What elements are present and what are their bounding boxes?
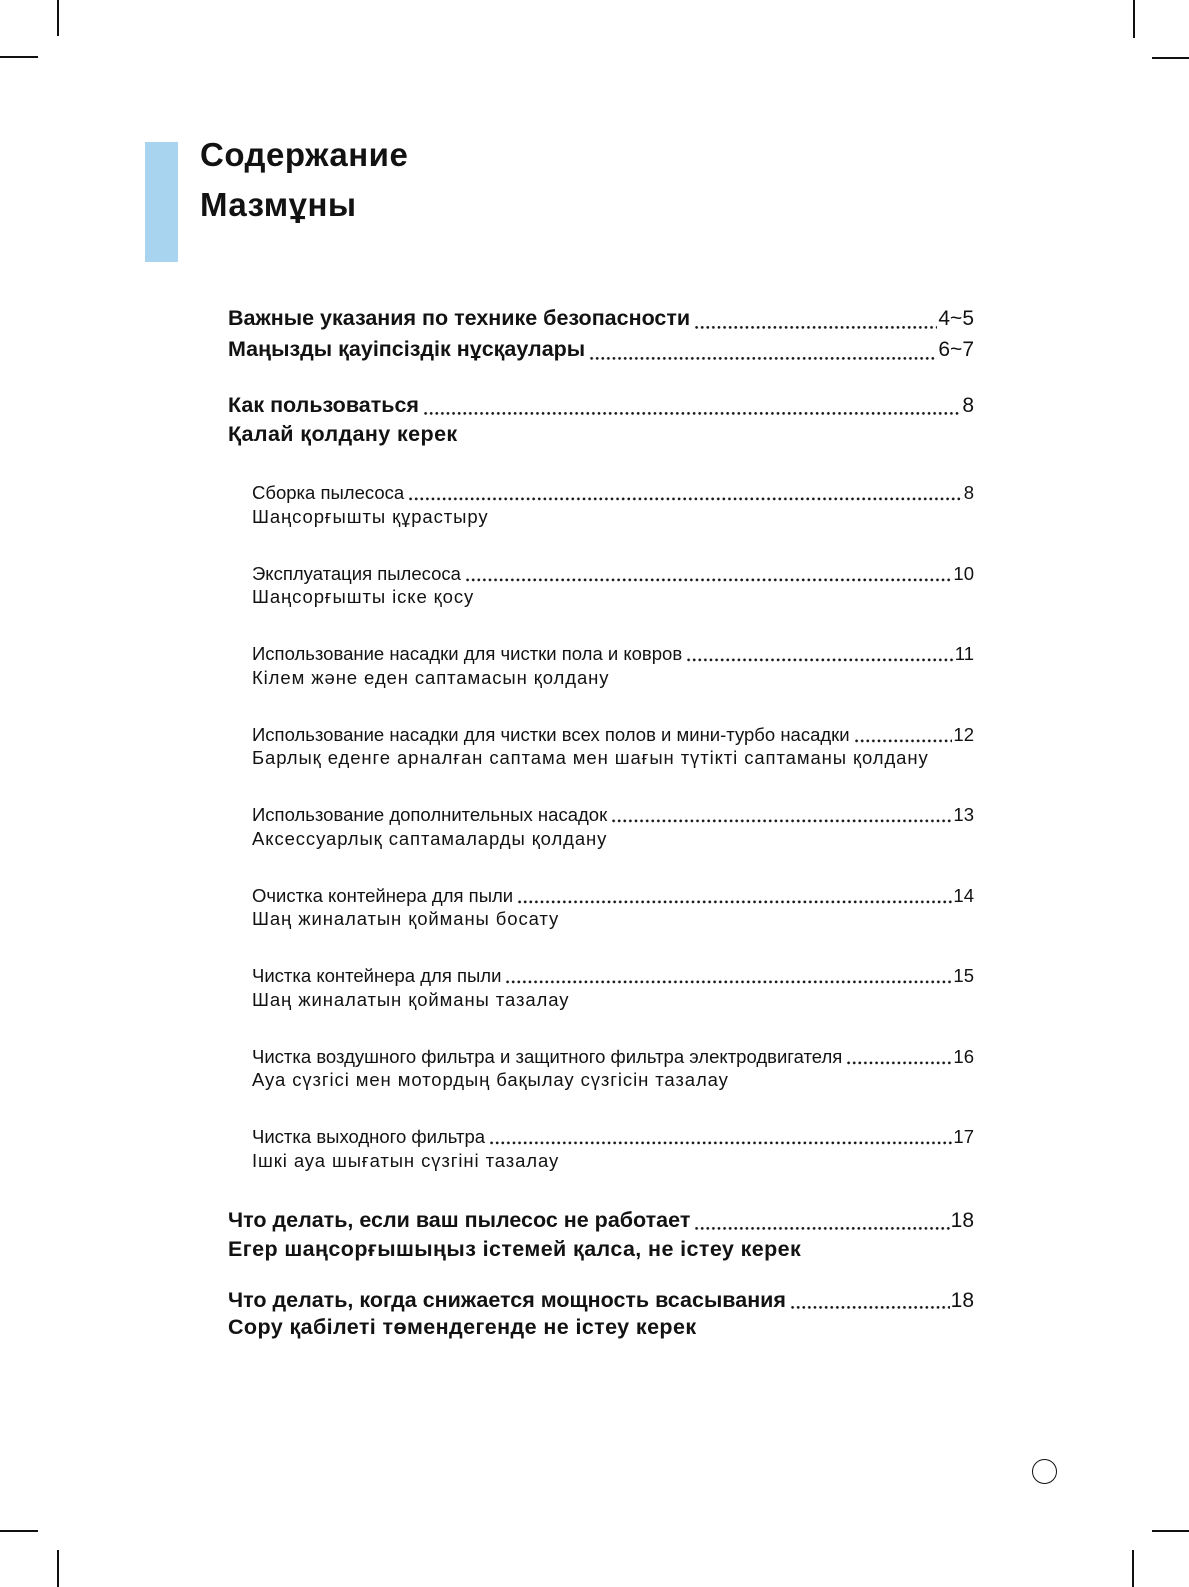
dot-leader bbox=[590, 356, 937, 361]
toc-title-ru: Важные указания по технике безопасности bbox=[228, 306, 691, 330]
toc-page-number: 18 bbox=[950, 1208, 974, 1232]
toc-entry bbox=[252, 964, 974, 1011]
toc-page-number: 17 bbox=[953, 1126, 974, 1147]
toc-entry bbox=[252, 642, 974, 689]
toc-title-ru: Как пользоваться bbox=[228, 393, 419, 417]
toc-title-ru: Что делать, если ваш пылесос не работает bbox=[228, 1207, 691, 1232]
toc-title-ru: Использование насадки для чистки всех полов и мини-турбо насадки bbox=[252, 723, 850, 745]
toc-page-number: 13 bbox=[953, 804, 974, 825]
table-of-contents bbox=[228, 303, 974, 1341]
toc-entry bbox=[252, 1125, 974, 1172]
toc-entry bbox=[228, 391, 974, 448]
toc-title-ru: Эксплуатация пылесоса bbox=[252, 562, 461, 584]
toc-row bbox=[252, 1045, 974, 1069]
dot-leader bbox=[466, 578, 953, 583]
toc-page-number: 6~7 bbox=[938, 338, 974, 361]
toc-title-kk: Кілем және еден саптамасын қолдану bbox=[252, 666, 610, 688]
page-title-kk: Мазмұны bbox=[200, 186, 357, 223]
toc-title-kk: Қалай қолдану керек bbox=[228, 422, 458, 446]
toc-page-number: 8 bbox=[963, 482, 974, 503]
toc-row bbox=[228, 334, 974, 365]
toc-entry bbox=[252, 481, 974, 528]
toc-row bbox=[228, 1206, 974, 1235]
dot-leader bbox=[409, 497, 963, 502]
dot-leader bbox=[612, 819, 952, 824]
toc-title-kk: Шаңсорғышты іске қосу bbox=[252, 586, 475, 607]
toc-title-ru: Сборка пылесоса bbox=[252, 482, 405, 503]
dot-leader bbox=[847, 1061, 952, 1066]
toc-title-kk: Шаң жиналатын қойманы тазалау bbox=[252, 988, 570, 1010]
toc-page-number: 16 bbox=[953, 1045, 974, 1067]
toc-entry bbox=[252, 803, 974, 850]
toc-row bbox=[252, 481, 974, 505]
crop-mark-top-right-horizontal bbox=[1152, 57, 1189, 59]
toc-title-ru: Чистка контейнера для пыли bbox=[252, 965, 502, 986]
toc-row bbox=[228, 391, 974, 420]
toc-title-kk: Шаң жиналатын қойманы босату bbox=[252, 908, 560, 929]
toc-row bbox=[252, 642, 974, 666]
toc-title-kk: Ауа сүзгісі мен мотордың бақылау сүзгісін тазалау bbox=[252, 1069, 729, 1090]
dot-leader bbox=[490, 1141, 952, 1146]
toc-title-ru: Использование дополнительных насадок bbox=[252, 804, 608, 825]
toc-row bbox=[228, 1287, 974, 1314]
dot-leader bbox=[695, 325, 937, 330]
crop-mark-top-left-vertical bbox=[57, 0, 59, 36]
toc-page-number: 14 bbox=[953, 884, 974, 906]
crop-mark-top-left-horizontal bbox=[0, 56, 38, 58]
toc-title-ru: Чистка воздушного фильтра и защитного фильтра электродвигателя bbox=[252, 1045, 843, 1067]
toc-title-ru: Использование насадки для чистки пола и ковров bbox=[252, 643, 683, 664]
crop-mark-bottom-right-vertical bbox=[1132, 1550, 1134, 1587]
circle-outline-icon bbox=[1032, 1459, 1057, 1484]
toc-entry bbox=[252, 884, 974, 931]
toc-title-kk: Аксессуарлық саптамаларды қолдану bbox=[252, 827, 608, 849]
crop-mark-bottom-right-horizontal bbox=[1152, 1530, 1189, 1532]
toc-row bbox=[252, 803, 974, 827]
toc-title-kk: Сору қабілеті төмендегенде не істеу керек bbox=[228, 1314, 697, 1339]
dot-leader bbox=[695, 1226, 949, 1231]
page-title bbox=[200, 130, 408, 230]
toc-entry bbox=[228, 1287, 974, 1341]
toc-entry bbox=[252, 562, 974, 609]
toc-entry bbox=[252, 723, 974, 770]
dot-leader bbox=[687, 658, 954, 663]
dot-leader bbox=[424, 411, 961, 416]
toc-row bbox=[252, 884, 974, 908]
dot-leader bbox=[518, 900, 952, 905]
toc-page-number: 11 bbox=[954, 643, 974, 664]
toc-row bbox=[252, 1125, 974, 1149]
crop-mark-bottom-left-horizontal bbox=[0, 1530, 38, 1532]
toc-page-number: 8 bbox=[962, 394, 974, 417]
toc-row bbox=[252, 964, 974, 988]
toc-page-number: 10 bbox=[953, 562, 974, 584]
toc-page-number: 4~5 bbox=[938, 307, 974, 330]
dot-leader bbox=[791, 1305, 950, 1310]
toc-title-kk: Маңызды қауіпсіздік нұсқаулары bbox=[228, 337, 586, 361]
crop-mark-bottom-left-vertical bbox=[57, 1550, 59, 1587]
toc-page-number: 18 bbox=[950, 1288, 974, 1312]
toc-title-ru: Что делать, когда снижается мощность всасывания bbox=[228, 1287, 786, 1312]
toc-title-kk: Шаңсорғышты құрастыру bbox=[252, 505, 489, 527]
toc-row bbox=[252, 723, 974, 747]
toc-entry bbox=[228, 303, 974, 365]
toc-title-kk: Ішкі ауа шығатын сүзгіні тазалау bbox=[252, 1149, 560, 1171]
dot-leader bbox=[506, 980, 952, 985]
dot-leader bbox=[855, 739, 953, 744]
toc-title-kk: Егер шаңсорғышыңыз істемей қалса, не істеу керек bbox=[228, 1236, 802, 1261]
crop-mark-top-right-vertical bbox=[1133, 0, 1135, 38]
accent-bar bbox=[145, 142, 178, 262]
toc-page-number: 12 bbox=[953, 723, 974, 745]
toc-title-ru: Очистка контейнера для пыли bbox=[252, 884, 514, 906]
page-title-ru: Содержание bbox=[200, 136, 409, 173]
toc-title-kk: Барлық еденге арналған саптама мен шағын түтікті саптаманы қолдану bbox=[252, 747, 929, 768]
toc-entry bbox=[252, 1045, 974, 1092]
toc-row bbox=[228, 303, 974, 334]
toc-page-number: 15 bbox=[953, 965, 974, 986]
toc-title-ru: Чистка выходного фильтра bbox=[252, 1126, 486, 1147]
toc-entry bbox=[228, 1206, 974, 1263]
toc-row bbox=[252, 562, 974, 586]
